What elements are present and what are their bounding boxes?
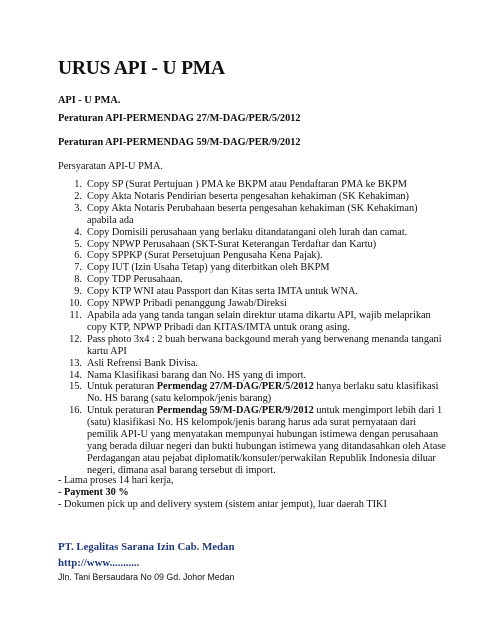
requirement-item <box>58 381 448 405</box>
requirement-item <box>58 191 448 203</box>
requirement-text: Nama Klasifikasi barang dan No. HS yang di import. <box>87 369 307 381</box>
requirement-item <box>58 179 448 191</box>
requirement-text-post: hanya berlaku satu klasifikasi No. HS barang (satu kelompok/jenis barang) <box>87 381 439 405</box>
requirement-text: Pass photo 3x4 : 2 buah berwana backgound merah yang berwenang menanda tangani kartu API <box>87 333 442 357</box>
requirement-text: Copy IUT (Izin Usaha Tetap) yang diterbitkan oleh BKPM <box>87 262 330 274</box>
document-subtitle: API - U PMA. <box>58 95 121 106</box>
requirement-number: 8. <box>74 274 82 286</box>
requirement-item <box>58 250 448 262</box>
requirement-text: Asli Refrensi Bank Divisa. <box>87 357 198 369</box>
requirements-list <box>58 179 448 477</box>
requirement-number: 2. <box>74 190 82 202</box>
requirement-text: Copy Akta Notaris Perubahaan beserta pengesahan kehakiman (SK Kehakiman) apabila ada <box>87 202 418 226</box>
requirement-number: 7. <box>74 262 82 274</box>
requirement-text-pre: Untuk peraturan <box>87 381 157 393</box>
requirement-text: Copy KTP WNI atau Passport dan Kitas serta IMTA untuk WNA. <box>87 286 358 298</box>
regulation-27: Peraturan API-PERMENDAG 27/M-DAG/PER/5/2012 <box>58 113 301 124</box>
requirement-text: Copy NPWP Pribadi penanggung Jawab/Direksi <box>87 298 287 310</box>
requirement-item <box>58 334 448 358</box>
requirement-item <box>58 286 448 298</box>
requirement-text-post: untuk mengimport lebih dari 1 (satu) klasifikasi No. HS kelompok/jenis barang harus ada surat pernyataan dari pemilik API-U yang menyatakan mempunyai hubungan istimewa dengan perusahaan yang berada diluar negeri dan bukti hubungan istimewa yang ditandasahkan oleh Atase Perdagangan atau pejabat diplomatik/konsuler/perwakilan Republik Indonesia diluar negeri, dimana asal barang tersebut di import. <box>87 405 446 476</box>
requirement-item <box>58 370 448 382</box>
requirement-number: 14. <box>69 369 82 381</box>
requirement-item <box>58 262 448 274</box>
requirement-number: 13. <box>69 357 82 369</box>
requirement-text: Copy Akta Notaris Pendirian beserta pengesahan kehakiman (SK Kehakiman) <box>87 190 409 202</box>
requirement-text: Copy TDP Perusahaan. <box>87 274 183 286</box>
requirement-number: 16. <box>69 405 82 417</box>
requirement-number: 10. <box>69 298 82 310</box>
note-pickup: - Dokumen pick up and delivery system (sistem antar jemput), luar daerah TIKI <box>58 499 387 510</box>
requirement-number: 9. <box>74 286 82 298</box>
requirement-text: Copy Domisili perusahaan yang berlaku ditandatangani oleh lurah dan camat. <box>87 226 408 238</box>
footer-company: PT. Legalitas Sarana Izin Cab. Medan <box>58 541 235 553</box>
note-duration: - Lama proses 14 hari kerja, <box>58 475 174 486</box>
requirement-number: 6. <box>74 250 82 262</box>
requirements-heading: Persyaratan API-U PMA. <box>58 161 163 172</box>
requirement-text: Copy SPPKP (Surat Persetujuan Pengusaha Kena Pajak). <box>87 250 323 262</box>
requirement-item <box>58 203 448 227</box>
regulation-59: Peraturan API-PERMENDAG 59/M-DAG/PER/9/2012 <box>58 137 301 148</box>
requirement-text: Copy NPWP Perusahaan (SKT-Surat Keterangan Terdaftar dan Kartu) <box>87 238 377 250</box>
requirement-regulation-ref: Permendag 27/M-DAG/PER/5/2012 <box>156 381 314 393</box>
requirement-item <box>58 358 448 370</box>
requirement-text: Copy SP (Surat Pertujuan ) PMA ke BKPM atau Pendaftaran PMA ke BKPM <box>87 179 407 190</box>
requirement-number: 12. <box>69 333 82 345</box>
requirement-number: 3. <box>74 202 82 214</box>
requirement-number: 5. <box>74 238 82 250</box>
requirement-number: 11. <box>69 309 82 321</box>
requirement-item <box>58 298 448 310</box>
requirement-item <box>58 274 448 286</box>
footer-url-link[interactable]: http://www........... <box>58 557 140 569</box>
requirement-regulation-ref: Permendag 59/M-DAG/PER/9/2012 <box>156 405 314 417</box>
requirement-item <box>58 227 448 239</box>
requirement-number: 4. <box>74 226 82 238</box>
requirement-text: Apabila ada yang tanda tangan selain direktur utama dikartu API, wajib melaprikan copy KTP, NPWP Pribadi dan KITAS/IMTA untuk orang asing. <box>87 309 431 333</box>
requirement-text-pre: Untuk peraturan <box>87 405 157 417</box>
requirement-item <box>58 310 448 334</box>
requirement-item <box>58 239 448 251</box>
requirement-item <box>58 405 448 476</box>
requirement-number: 1. <box>74 179 82 190</box>
requirement-number: 15. <box>69 381 82 393</box>
document-title: URUS API - U PMA <box>58 58 225 79</box>
footer-address: Jln. Tani Bersaudara No 09 Gd. Johor Medan <box>58 572 235 582</box>
note-payment: - Payment 30 % <box>58 487 129 498</box>
